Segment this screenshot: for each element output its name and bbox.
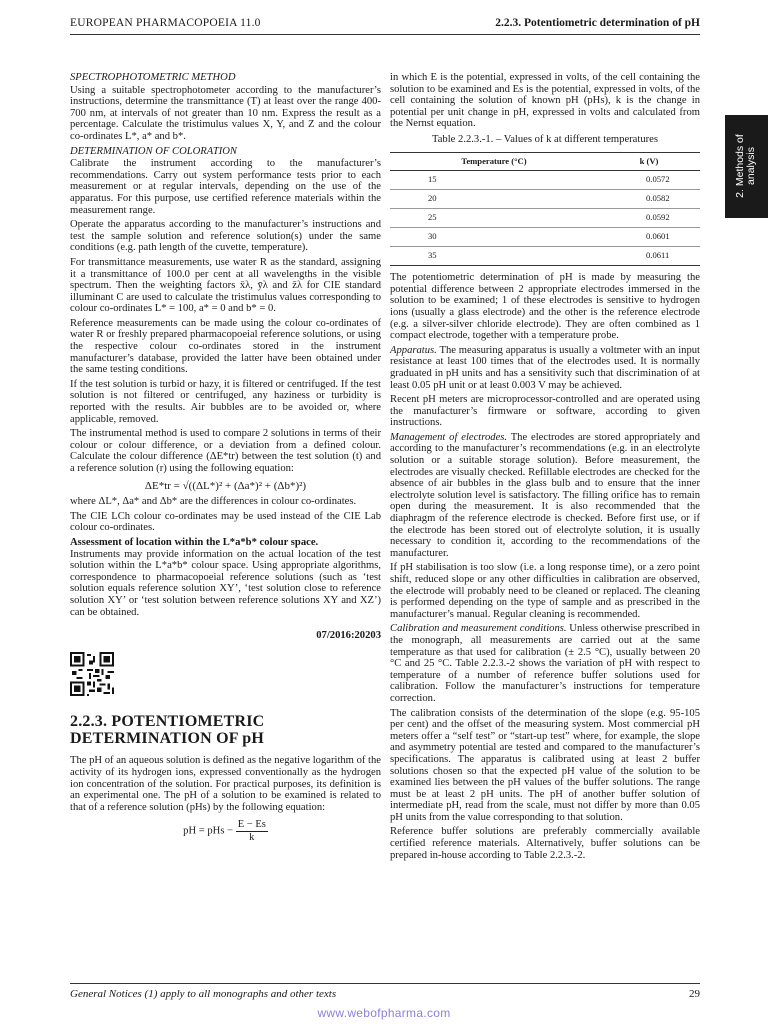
management-paragraph xyxy=(390,432,700,560)
table-row xyxy=(390,171,700,190)
apparatus-paragraph xyxy=(390,345,700,391)
ph-equation-lhs: pH = pHs − xyxy=(183,825,234,837)
calibration-text: Unless otherwise prescribed in the monograph, all measurements are carried out at the same temperature as that used for calibration (± 2.5 °C), usually between 20 °C and 25 °C. Table 2.2.3.-2 shows the variation of pH with respect to temperature of a number of reference buffer solutions used for calibration. Follow the manufacturer’s instructions for temperature correction. xyxy=(390,623,700,704)
coloration-paragraph-3: For transmittance measurements, use water R as the standard, assigning it a transmittance of 100.0 per cent at all wavelengths in the visible spectrum. Then the weighting factors x̄λ, ȳλ and z̄λ for CIE standard illuminant C are used to calculate the tristimulus values corresponding to colour co-ordinates L* = 100, a* = 0 and b* = 0. xyxy=(70,256,381,315)
section-side-tab xyxy=(725,115,768,218)
ph-equation-denominator: k xyxy=(249,831,255,843)
table-header-temperature: Temperature (°C) xyxy=(390,152,598,171)
spectro-text: Using a suitable spectrophotometer according to the manufacturer’s instructions, determine the transmittance (T) at least over the range 400-700 nm, at intervals of not greater than 10 nm. Express the result as a percentage. Calculate the tristimulus values X, Y, and Z and the colour co-ordinates L*, a* and b*. xyxy=(70,84,381,142)
table-cell: 35 xyxy=(390,247,598,266)
calibration-label: Calibration and measurement conditions. xyxy=(390,623,567,635)
footer-notice: General Notices (1) apply to all monographs and other texts xyxy=(70,988,337,1000)
table-cell: 30 xyxy=(390,228,598,247)
apparatus-text: The measuring apparatus is usually a voltmeter with an input resistance at least 100 times that of the electrodes used. It is normally graduated in pH units and has a sensitivity such that discrimination of at least 0.05 pH unit or at least 0.003 V may be achieved. xyxy=(390,344,700,391)
coloration-paragraph-8: The CIE LCh colour co-ordinates may be used instead of the CIE Lab colour co-ordinates. xyxy=(70,510,381,534)
k-values-table xyxy=(390,152,700,267)
section-title-line-2: DETERMINATION OF pH xyxy=(70,730,265,748)
calibration-paragraph xyxy=(390,623,700,704)
footer-rule xyxy=(70,983,700,984)
table-row xyxy=(390,209,700,228)
slope-paragraph: The calibration consists of the determination of the slope (e.g. 95-105 per cent) and the offset of the measuring system. Most commercial pH meters offer a “self test” or “start-up test” where, for example, the slope and asymmetry potential are tested and compared to the manufacturer’s specifications. The apparatus is calibrated using at least 2 buffer solutions chosen so that the expected pH value of the solution to be examined lies between the pH values of the buffer solutions. The range must be at least 2 pH units. The pH of another buffer solution of intermediate pH, read from the scale, must not differ by more than 0.05 pH units from the value corresponding to that solution. xyxy=(390,707,700,823)
coloration-paragraph-4: Reference measurements can be made using the colour co-ordinates of water R or freshly prepared pharmacopoeial reference solutions, or using the respective colour co-ordinates stored in the instrument manufacturer’s database, provided the latter have been obtained under the same testing conditions. xyxy=(70,317,381,376)
table-cell: 0.0601 xyxy=(598,228,700,247)
coloration-paragraph-7: where ΔL*, Δa* and Δb* are the differences in colour co-ordinates. xyxy=(70,496,357,508)
coloration-paragraph-2: Operate the apparatus according to the manufacturer’s instructions and test the sample solution and reference solution(s) under the same conditions (e.g. path length of the cuvette, temperature). xyxy=(70,219,381,254)
coloration-paragraph-5: If the test solution is turbid or hazy, it is filtered or centrifuged. If the test solution is not filtered or centrifuged, any haziness or turbidity is reported with the results. Air bubbles are to be avoided or, where applicable, removed. xyxy=(70,378,381,425)
header-publication: EUROPEAN PHARMACOPOEIA 11.0 xyxy=(70,17,261,29)
side-tab-label: 2. Methods of analysis xyxy=(734,134,757,198)
reference-buffer-paragraph: Reference buffer solutions are preferably commercially available certified reference materials. Alternatively, buffer solutions can be prepared in-house according to Table 2.2.3.-2. xyxy=(390,826,700,861)
monograph-reference: 07/2016:20203 xyxy=(316,630,381,642)
coloration-paragraph-1: Calibrate the instrument according to the manufacturer’s recommendations. Carry out system performance tests prior to each measurement or at regular intervals, depending on the use of the apparatus. For this purpose, use certified reference materials within the measurement range. xyxy=(70,158,381,216)
running-header xyxy=(70,17,700,35)
management-label: Management of electrodes. xyxy=(390,431,508,443)
watermark-link[interactable]: www.webofpharma.com xyxy=(317,1006,451,1020)
table-header-row xyxy=(390,152,700,171)
table-row xyxy=(390,247,700,266)
where-paragraph: in which E is the potential, expressed in volts, of the cell containing the solution to be examined and Es is the potential, expressed in volts, of the cell containing the solution of known pH (pHs), k is the change in potential per unit change in pH, expressed in volts and calculated from the Nernst equation. xyxy=(390,72,700,130)
assessment-heading-text: Assessment of location within the L*a*b* colour space. xyxy=(70,536,319,548)
table-row xyxy=(390,228,700,247)
coloration-paragraph-6: The instrumental method is used to compare 2 solutions in terms of their colour or colour difference, or a deviation from a defined colour. Calculate the colour difference (ΔE*tr) between the test solution (t) and a reference solution (r) using the following equation: xyxy=(70,428,381,474)
assessment-heading xyxy=(70,537,381,549)
table-header-k: k (V) xyxy=(598,152,700,171)
ph-equation-numerator: E − Es xyxy=(237,819,266,831)
left-column xyxy=(70,72,381,843)
coloration-heading: DETERMINATION OF COLORATION xyxy=(70,145,237,157)
header-rule xyxy=(70,34,700,35)
delta-e-equation: ΔE*tr = √((ΔL*)² + (Δa*)² + (Δb*)²) xyxy=(144,479,307,492)
table-cell: 20 xyxy=(390,190,598,209)
header-section-title: 2.2.3. Potentiometric determination of pH xyxy=(495,17,700,29)
assessment-text: Instruments may provide information on the actual location of the test solution within the L*a*b* colour space. Using appropriate algorithms, correspondence to pharmacopoeial reference solutions (such as ‘test solution equals reference solution XY’, ‘test solution close to reference solution XY’ or ‘test solution between reference solutions XY and XZ’) can be obtained. xyxy=(70,548,381,618)
table-title: Table 2.2.3.-1. – Values of k at different temperatures xyxy=(432,133,658,145)
table-cell: 0.0592 xyxy=(598,209,700,228)
section-title xyxy=(70,713,381,747)
table-cell: 0.0582 xyxy=(598,190,700,209)
page-number: 29 xyxy=(689,988,700,1000)
ph-equation xyxy=(70,819,381,843)
table-cell: 0.0572 xyxy=(598,171,700,190)
ph-intro-paragraph: The pH of an aqueous solution is defined as the negative logarithm of the activity of its hydrogen ions, expressed conventionally as the hydrogen ion concentration of the solution. For practical purposes, its definition is an experimental one. The pH of a solution to be examined is related to that of a reference solution (pHs) by the following equation: xyxy=(70,755,381,813)
measurement-paragraph: The potentiometric determination of pH is made by measuring the potential difference between 2 appropriate electrodes immersed in the solution to be examined; 1 of these electrodes is sensitive to hydrogen ions (usually a glass electrode) and the other is the reference electrode (e.g. a silver-silver chloride electrode). They are often combined as 1 compact electrode, together with a temperature probe. xyxy=(390,272,700,342)
qr-code-icon xyxy=(70,652,114,696)
ph-equation-fraction xyxy=(236,819,268,843)
recent-meters-paragraph: Recent pH meters are microprocessor-controlled and are operated using the manufacturer’s firmware or software, according to given instructions. xyxy=(390,394,700,429)
section-title-line-1: 2.2.3. POTENTIOMETRIC xyxy=(70,713,265,731)
table-row xyxy=(390,190,700,209)
table-cell: 0.0611 xyxy=(598,247,700,266)
table-cell: 25 xyxy=(390,209,598,228)
stabilisation-paragraph: If pH stabilisation is too slow (i.e. a long response time), or a zero point shift, reduced slope or any other difficulties in calibration are observed, the electrode will probably need to be cleaned or replaced. The cleaning is performed depending on the type of sample and as prescribed in the manufacturer’s manual. Regular cleaning is recommended. xyxy=(390,562,700,620)
table-cell: 15 xyxy=(390,171,598,190)
apparatus-label: Apparatus. xyxy=(390,344,437,356)
management-text: The electrodes are stored appropriately and according to the manufacturer’s recommendations (e.g. in an electrolyte solution or a suitable storage solution). Before measurement, the electrodes are visually checked. Refillable electrodes are checked for the absence of air bubbles in the glass bulb and to ensure that the inner electrolyte solution level is satisfactory. The filling orifice has to remain open during the measurement. It is also recommended that the diaphragm of the reference electrode is checked. Before first use, or if the electrode has been stored out of electrolyte solution, it is usually necessary to condition it, according to the recommendations of the manufacturer. xyxy=(390,431,700,559)
right-column xyxy=(390,72,700,864)
spectro-heading: SPECTROPHOTOMETRIC METHOD xyxy=(70,72,236,83)
